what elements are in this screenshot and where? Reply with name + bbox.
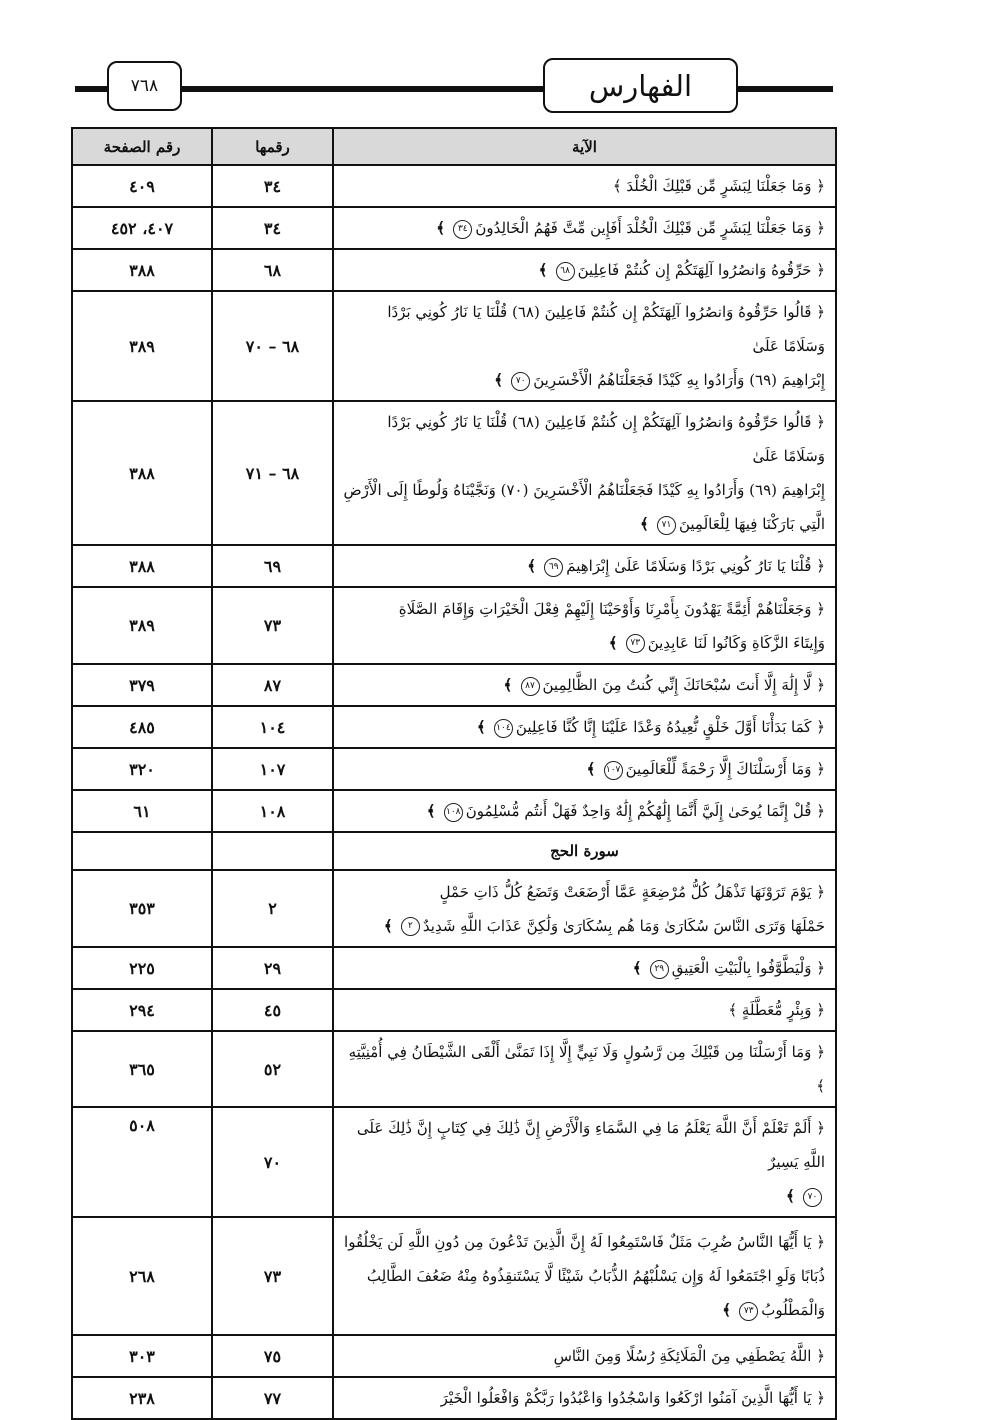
verse-line-text: ﴿ اللَّهُ يَصْطَفِي مِنَ الْمَلَائِكَةِ رُسُلًا وَمِنَ النَّاسِ	[553, 1347, 825, 1365]
verse-text-cell	[333, 291, 836, 401]
verse-line	[342, 1293, 825, 1327]
verse-number-cell: ٢٩	[212, 947, 333, 989]
page-cell: ٤٠٧، ٤٥٢	[72, 207, 212, 249]
page-cell: ٣٦٥	[72, 1031, 212, 1107]
verse-number-ornament: ٧١	[657, 516, 676, 535]
page-number: ٧٦٨	[107, 61, 182, 111]
verse-number-ornament: ٧٠	[511, 372, 530, 391]
verse-line	[342, 507, 825, 541]
verse-number-ornament: ٣٤	[453, 220, 472, 239]
page-cell: ٣٨٩	[72, 587, 212, 664]
closing-bracket: ﴾	[632, 959, 647, 977]
page-cell: ٢٣٨	[72, 1377, 212, 1419]
verse-line-text: ﴿ أَلَمْ تَعْلَمْ أَنَّ اللَّهَ يَعْلَمُ مَا فِي السَّمَاءِ وَالْأَرْضِ إِنَّ ذَٰلِكَ فِي كِتَابٍ إِنَّ ذَٰلِكَ عَلَى اللَّهِ يَسِيرٌ	[356, 1119, 825, 1171]
verse-text-cell	[333, 587, 836, 664]
verse-number-cell: ٦٨ – ٧١	[212, 401, 333, 545]
verse-number-cell: ١٠٨	[212, 790, 333, 832]
table-header-row	[72, 128, 836, 165]
verse-number-ornament: ٢	[401, 917, 420, 936]
verse-number-cell: ٢	[212, 870, 333, 947]
verse-line-text: وَإِيتَاءَ الزَّكَاةِ وَكَانُوا لَنَا عَابِدِينَ	[647, 633, 825, 652]
verse-line-text: ﴿ قُلْ إِنَّمَا يُوحَىٰ إِلَيَّ أَنَّمَا إِلَٰهُكُمْ إِلَٰهٌ وَاحِدٌ فَهَلْ أَنتُم مُّسْلِمُونَ	[465, 802, 825, 820]
verse-text-cell	[333, 545, 836, 587]
table-row	[72, 1217, 836, 1335]
table-row	[72, 1031, 836, 1107]
verse-line-text: ﴿ حَرِّقُوهُ وَانصُرُوا آلِهَتَكُمْ إِن كُنتُمْ فَاعِلِينَ	[577, 261, 825, 279]
verse-number-cell: ٥٢	[212, 1031, 333, 1107]
verse-line	[342, 1225, 825, 1259]
verse-line	[342, 626, 825, 660]
verse-index-table	[71, 127, 837, 1420]
verse-text-cell	[333, 1217, 836, 1335]
verse-line	[342, 473, 825, 507]
verse-number-cell: ٧٠	[212, 1107, 333, 1217]
verse-line	[342, 295, 825, 363]
verse-number-ornament: ٧٠	[803, 1188, 822, 1207]
page-cell: ٣٢٠	[72, 748, 212, 790]
column-header-verse: الآية	[333, 128, 836, 165]
verse-line	[342, 710, 825, 744]
verse-line-text: ﴿ قَالُوا حَرِّقُوهُ وَانصُرُوا آلِهَتَكُمْ إِن كُنتُمْ فَاعِلِينَ (٦٨) قُلْنَا يَا نَارُ كُونِي بَرْدًا وَسَلَامًا عَلَىٰ	[387, 413, 825, 465]
table-row	[72, 870, 836, 947]
closing-bracket: ﴾	[538, 261, 553, 279]
verse-text-cell	[333, 249, 836, 291]
verse-line-text: ﴿ قُلْنَا يَا نَارُ كُونِي بَرْدًا وَسَلَامًا عَلَىٰ إِبْرَاهِيمَ	[566, 557, 825, 575]
table-row	[72, 1335, 836, 1377]
table-row	[72, 249, 836, 291]
verse-line	[342, 1339, 825, 1373]
verse-number-cell: ١٠٤	[212, 706, 333, 748]
verse-line	[342, 993, 825, 1027]
verse-line	[342, 549, 825, 583]
verse-line	[342, 253, 825, 287]
table-row	[72, 664, 836, 706]
page-cell: ٣٨٩	[72, 291, 212, 401]
page-cell: ٦١	[72, 790, 212, 832]
surah-title: سورة الحج	[333, 832, 836, 870]
verse-line	[342, 211, 825, 245]
verse-line	[342, 363, 825, 397]
verse-line	[342, 1035, 825, 1103]
table-row	[72, 706, 836, 748]
verse-number-ornament: ٧٣	[739, 1302, 758, 1321]
table-row	[72, 748, 836, 790]
verse-line-text: ﴿ وَمَا جَعَلْنَا لِبَشَرٍ مِّن قَبْلِكَ الْخُلْدَ ﴾	[612, 177, 825, 195]
table-row	[72, 790, 836, 832]
surah-heading-row	[72, 832, 836, 870]
verse-line-text: ﴿ يَا أَيُّهَا النَّاسُ ضُرِبَ مَثَلٌ فَاسْتَمِعُوا لَهُ إِنَّ الَّذِينَ تَدْعُونَ مِن دُونِ اللَّهِ لَن يَخْلُقُوا	[344, 1233, 825, 1251]
verse-number-ornament: ٦٨	[556, 262, 575, 281]
verse-number-cell: ٣٤	[212, 165, 333, 207]
table-row	[72, 947, 836, 989]
verse-line-text: ﴿ يَوْمَ تَرَوْنَهَا تَذْهَلُ كُلُّ مُرْضِعَةٍ عَمَّا أَرْضَعَتْ وَتَضَعُ كُلُّ ذَاتِ حَمْلٍ	[439, 882, 825, 901]
closing-bracket: ﴾	[436, 219, 451, 237]
verse-number-ornament: ٧٣	[626, 634, 645, 653]
verse-number-cell: ٧٥	[212, 1335, 333, 1377]
closing-bracket: ﴾	[639, 515, 654, 533]
verse-line-text: ﴿ وَمَا أَرْسَلْنَا مِن قَبْلِكَ مِن رَّسُولٍ وَلَا نَبِيٍّ إِلَّا إِذَا تَمَنَّىٰ أَلْقَى الشَّيْطَانُ فِي أُمْنِيَّتِهِ ﴾	[348, 1043, 825, 1095]
verse-line-text: ﴿ وَجَعَلْنَاهُمْ أَئِمَّةً يَهْدُونَ بِأَمْرِنَا وَأَوْحَيْنَا إِلَيْهِمْ فِعْلَ الْخَيْرَاتِ وَإِقَامَ الصَّلَاةِ	[398, 599, 825, 618]
closing-bracket: ﴾	[608, 633, 623, 652]
table-row	[72, 1377, 836, 1419]
closing-bracket: ﴾	[586, 760, 601, 778]
page-title: الفهارس	[543, 58, 738, 113]
verse-line	[342, 794, 825, 828]
closing-bracket: ﴾	[476, 718, 491, 736]
verse-number-cell: ٨٧	[212, 664, 333, 706]
table-row	[72, 291, 836, 401]
verse-line-text: ﴿ كَمَا بَدَأْنَا أَوَّلَ خَلْقٍ نُّعِيدُهُ وَعْدًا عَلَيْنَا إِنَّا كُنَّا فَاعِلِينَ	[515, 718, 825, 736]
verse-number-cell: ٤٥	[212, 989, 333, 1031]
verse-line	[342, 951, 825, 985]
verse-number-ornament: ٨٧	[521, 677, 540, 696]
closing-bracket: ﴾	[426, 802, 441, 820]
page-cell: ٣٥٣	[72, 870, 212, 947]
page-cell: ٣٧٩	[72, 664, 212, 706]
verse-line-text: حَمْلَهَا وَتَرَى النَّاسَ سُكَارَىٰ وَمَا هُم بِسُكَارَىٰ وَلَٰكِنَّ عَذَابَ اللَّهِ شَدِيدٌ	[422, 916, 825, 935]
table-row	[72, 207, 836, 249]
verse-line-text: ﴿ وَلْيَطَّوَّفُوا بِالْبَيْتِ الْعَتِيقِ	[671, 959, 825, 977]
page-cell: ٣٠٣	[72, 1335, 212, 1377]
verse-number-cell: ٧٣	[212, 1217, 333, 1335]
page-cell: ٢٦٨	[72, 1217, 212, 1335]
verse-number-cell: ٣٤	[212, 207, 333, 249]
verse-text-cell	[333, 870, 836, 947]
verse-line-text: ﴿ وَبِئْرٍ مُّعَطَّلَةٍ ﴾	[728, 1001, 825, 1019]
verse-text-cell	[333, 790, 836, 832]
header-rule-middle	[182, 86, 543, 92]
verse-text-cell	[333, 989, 836, 1031]
closing-bracket: ﴾	[494, 371, 509, 389]
verse-text-cell	[333, 1335, 836, 1377]
verse-number-ornament: ٢٩	[650, 960, 669, 979]
closing-bracket: ﴾	[722, 1301, 737, 1319]
empty-cell	[72, 832, 212, 870]
verse-line	[342, 875, 825, 909]
verse-line-text: ﴿ لَّا إِلَٰهَ إِلَّا أَنتَ سُبْحَانَكَ إِنِّي كُنتُ مِنَ الظَّالِمِينَ	[542, 676, 825, 694]
verse-text-cell	[333, 1377, 836, 1419]
verse-text-cell	[333, 401, 836, 545]
verse-line	[342, 668, 825, 702]
verse-line	[342, 909, 825, 943]
header-rule-left	[75, 86, 107, 92]
table-row	[72, 401, 836, 545]
verse-line	[342, 1381, 825, 1415]
verse-text-cell	[333, 947, 836, 989]
page-cell: ٣٨٨	[72, 249, 212, 291]
verse-line	[342, 1179, 825, 1213]
verse-line	[342, 592, 825, 626]
verse-text-cell	[333, 664, 836, 706]
verse-line-text: ذُبَابًا وَلَوِ اجْتَمَعُوا لَهُ وَإِن يَسْلُبْهُمُ الذُّبَابُ شَيْئًا لَّا يَسْتَنقِذُوهُ مِنْهُ ضَعُفَ الطَّالِبُ	[366, 1267, 825, 1285]
verse-number-ornament: ١٠٤	[494, 719, 513, 738]
verse-text-cell	[333, 207, 836, 249]
verse-number-cell: ٦٨	[212, 249, 333, 291]
closing-bracket: ﴾	[503, 676, 518, 694]
verse-line-text: إِبْرَاهِيمَ (٦٩) وَأَرَادُوا بِهِ كَيْدًا فَجَعَلْنَاهُمُ الْأَخْسَرِينَ (٧٠) وَنَجَّيْنَاهُ وَلُوطًا إِلَى الْأَرْضِ	[343, 481, 825, 499]
page-cell: ٥٠٨	[72, 1107, 212, 1217]
verse-line-text: ﴿ قَالُوا حَرِّقُوهُ وَانصُرُوا آلِهَتَكُمْ إِن كُنتُمْ فَاعِلِينَ (٦٨) قُلْنَا يَا نَارُ كُونِي بَرْدًا وَسَلَامًا عَلَىٰ	[387, 303, 825, 355]
verse-line-text: وَالْمَطْلُوبُ	[761, 1301, 825, 1319]
verse-line-text: إِبْرَاهِيمَ (٦٩) وَأَرَادُوا بِهِ كَيْدًا فَجَعَلْنَاهُمُ الْأَخْسَرِينَ	[533, 371, 825, 389]
verse-text-cell	[333, 706, 836, 748]
verse-text-cell	[333, 1031, 836, 1107]
verse-line	[342, 1111, 825, 1179]
table-body	[72, 165, 836, 1419]
closing-bracket: ﴾	[527, 557, 542, 575]
page-cell: ٢٩٤	[72, 989, 212, 1031]
page-cell: ٤٨٥	[72, 706, 212, 748]
closing-bracket: ﴾	[785, 1187, 800, 1205]
column-header-page: رقم الصفحة	[72, 128, 212, 165]
header-rule-right	[738, 86, 833, 92]
closing-bracket: ﴾	[383, 916, 398, 935]
verse-line	[342, 405, 825, 473]
verse-line-text: ﴿ يَا أَيُّهَا الَّذِينَ آمَنُوا ارْكَعُوا وَاسْجُدُوا وَاعْبُدُوا رَبَّكُمْ وَافْعَلُوا الْخَيْرَ	[440, 1389, 825, 1407]
verse-number-cell: ٧٣	[212, 587, 333, 664]
verse-line	[342, 1259, 825, 1293]
page-cell: ٤٠٩	[72, 165, 212, 207]
verse-line	[342, 752, 825, 786]
verse-line-text: ﴿ وَمَا أَرْسَلْنَاكَ إِلَّا رَحْمَةً لِّلْعَالَمِينَ	[625, 760, 825, 778]
table-row	[72, 165, 836, 207]
table-row	[72, 587, 836, 664]
verse-number-ornament: ٦٩	[544, 558, 563, 577]
table-row	[72, 989, 836, 1031]
table-row	[72, 1107, 836, 1217]
verse-number-cell: ٦٩	[212, 545, 333, 587]
column-header-number: رقمها	[212, 128, 333, 165]
verse-number-cell: ١٠٧	[212, 748, 333, 790]
table-row	[72, 545, 836, 587]
verse-text-cell	[333, 165, 836, 207]
verse-number-cell: ٦٨ – ٧٠	[212, 291, 333, 401]
verse-number-cell: ٧٧	[212, 1377, 333, 1419]
verse-line-text: الَّتِي بَارَكْنَا فِيهَا لِلْعَالَمِينَ	[678, 515, 825, 533]
page-cell: ٣٨٨	[72, 545, 212, 587]
verse-line	[342, 169, 825, 203]
page-cell: ٣٨٨	[72, 401, 212, 545]
empty-cell	[212, 832, 333, 870]
verse-text-cell	[333, 748, 836, 790]
verse-line-text: ﴿ وَمَا جَعَلْنَا لِبَشَرٍ مِّن قَبْلِكَ الْخُلْدَ أَفَإِين مِّتَّ فَهُمُ الْخَالِدُونَ	[475, 219, 825, 237]
verse-number-ornament: ١٠٧	[604, 761, 623, 780]
page-cell: ٢٢٥	[72, 947, 212, 989]
verse-number-ornament: ١٠٨	[444, 803, 463, 822]
verse-text-cell	[333, 1107, 836, 1217]
